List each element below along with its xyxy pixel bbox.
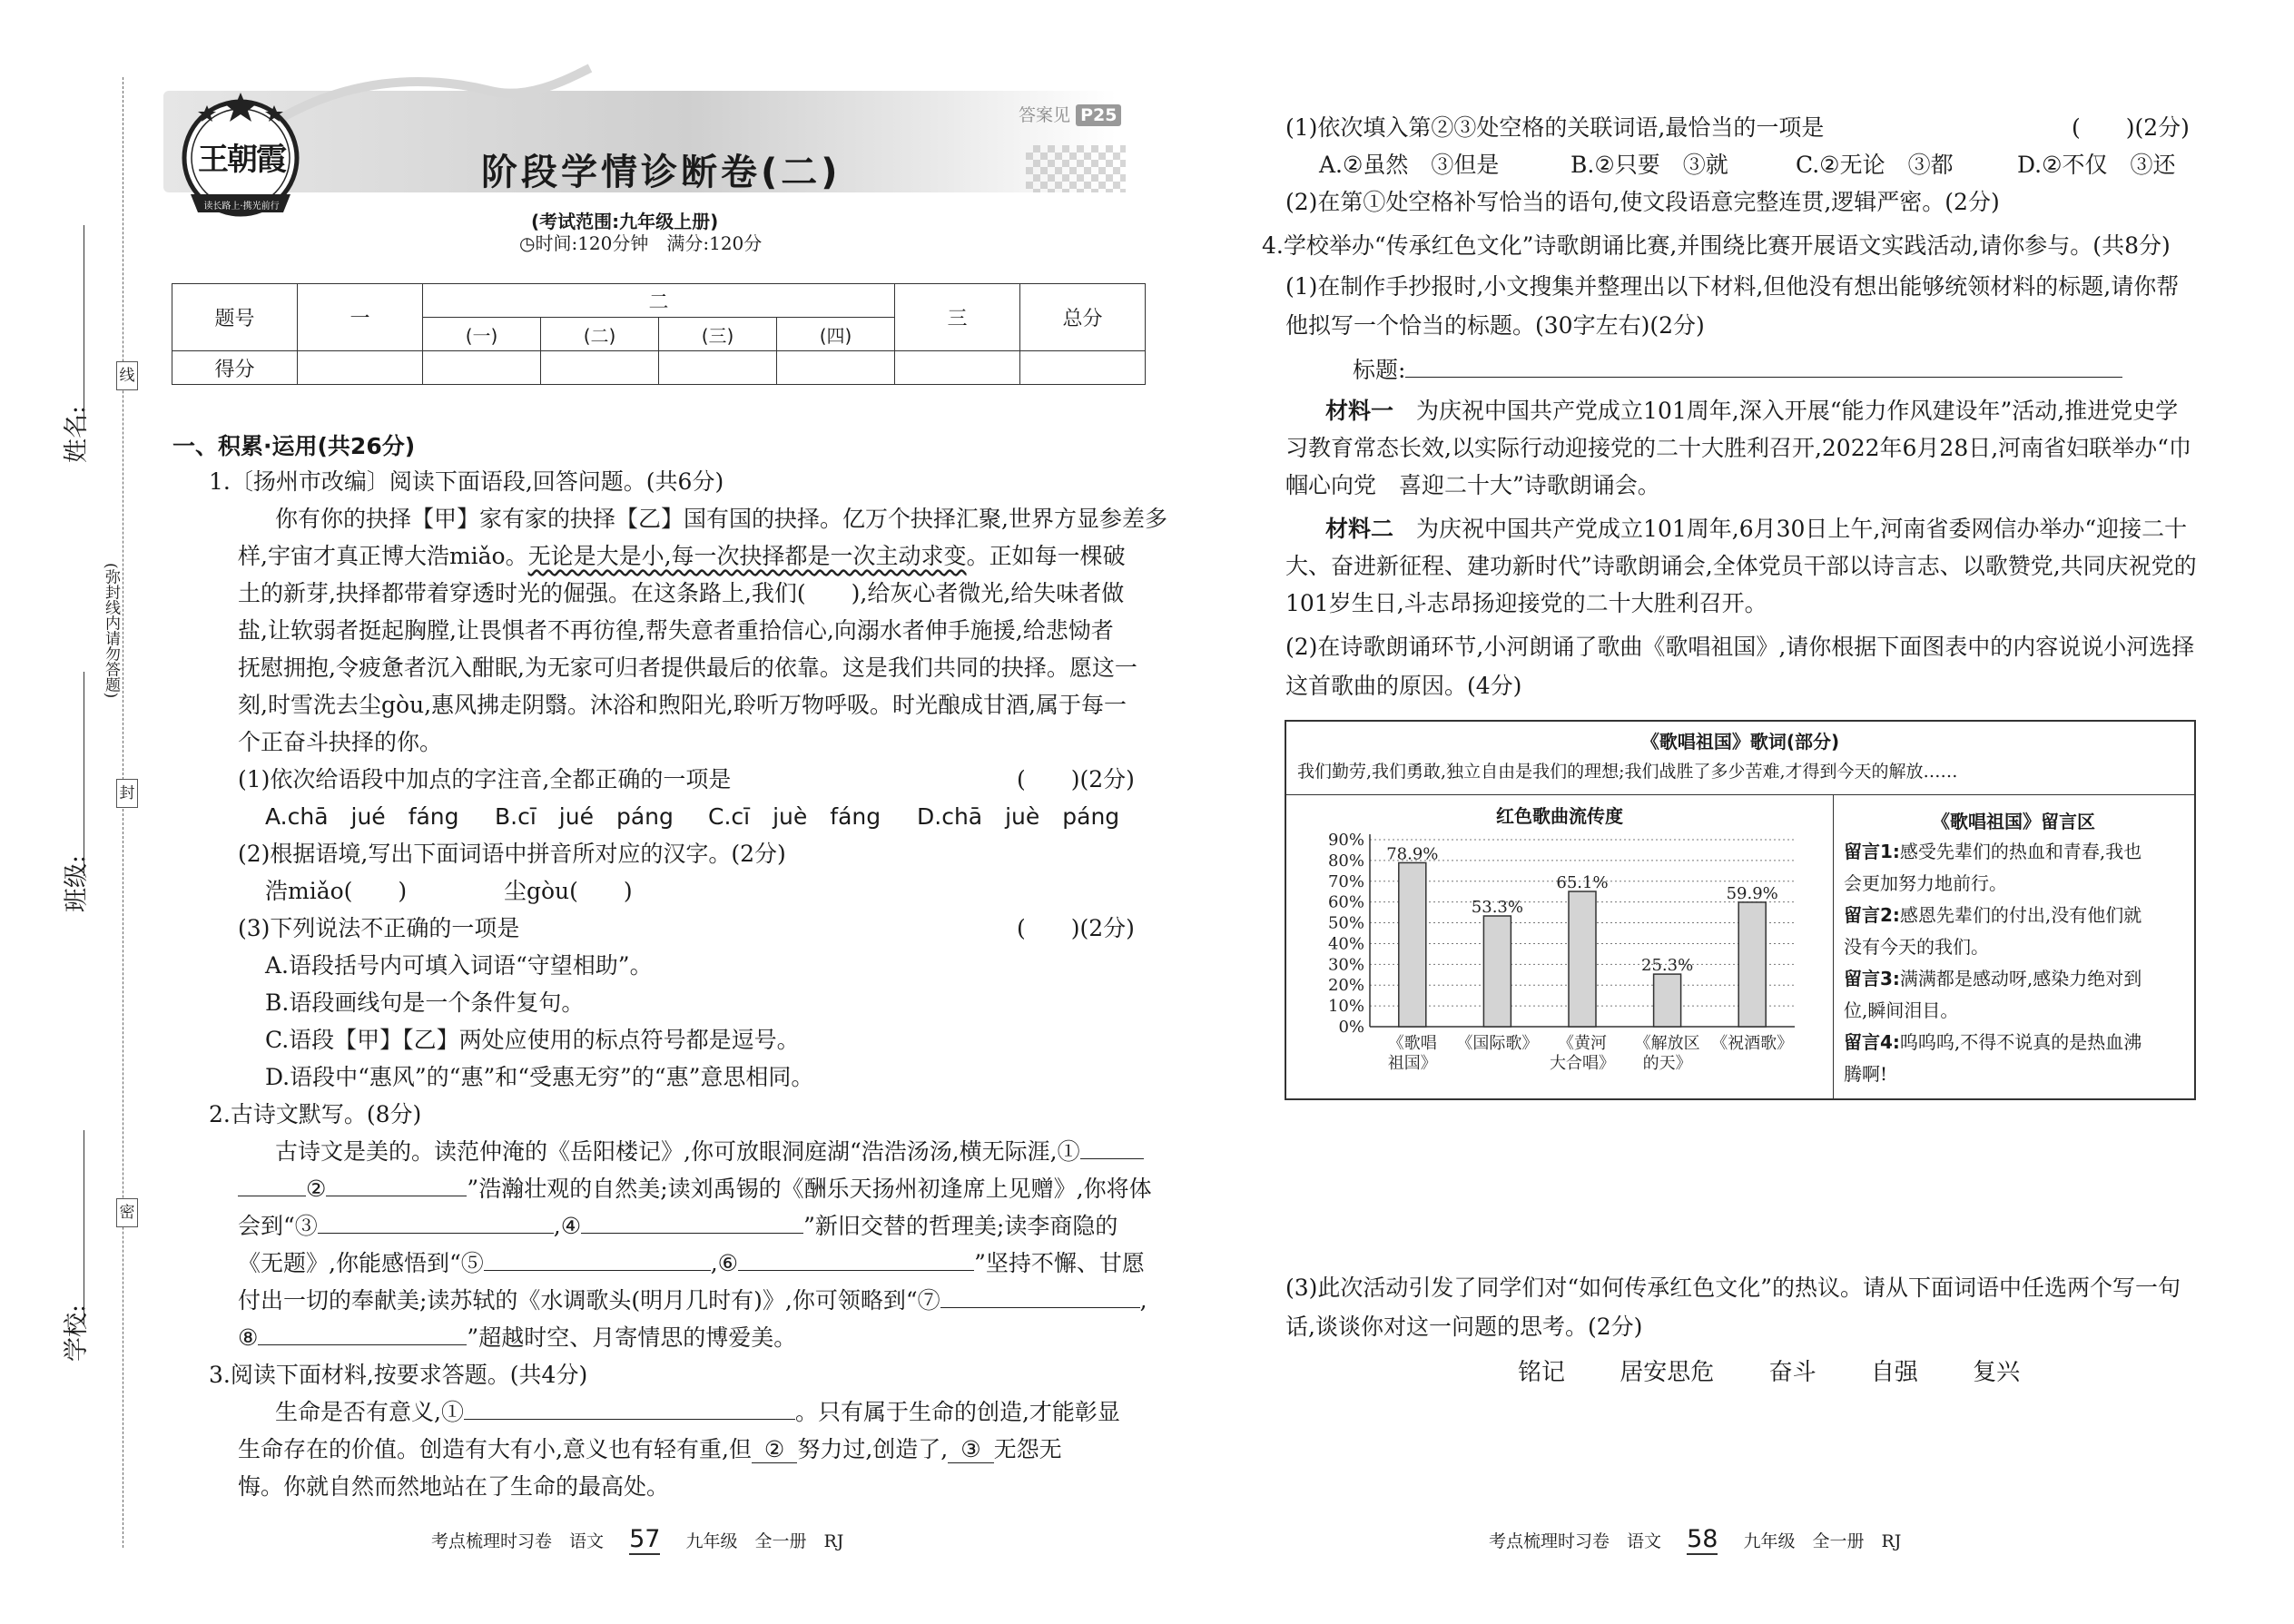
q3-sub1-option-b[interactable]: B.②只要 ③就 — [1570, 152, 1728, 178]
q2-line: 会到“③ ,④ ”新旧交替的哲理美;读李商隐的 — [238, 1207, 1117, 1245]
score-sub-2: (二) — [541, 318, 659, 351]
q3-sub1-answer[interactable]: ( )(2分) — [2072, 114, 2190, 141]
logo-name: 王朝霞 — [198, 142, 285, 178]
q1-sub1-option-d[interactable]: D.chā juè páng — [917, 803, 1120, 830]
word-option: 奋斗 — [1768, 1359, 1816, 1386]
footer-right — [1489, 1525, 1901, 1553]
q1-passage-line: 盐,让软弱者挺起胸膛,让畏惧者不再彷徨,帮失意者重拾信心,向溺水者伸手施援,给悲恸者 — [238, 617, 1114, 644]
blank-1[interactable] — [1080, 1133, 1144, 1159]
y-tick-label: 70% — [1327, 871, 1364, 891]
bar — [1738, 902, 1766, 1027]
y-tick-label: 80% — [1327, 851, 1364, 871]
clock-icon: ◷ — [519, 232, 536, 254]
q3-sub1-option-a[interactable]: A.②虽然 ③但是 — [1319, 152, 1500, 178]
q2-line: 古诗文是美的。读范仲淹的《岳阳楼记》,你可放眼洞庭湖“浩浩汤汤,横无际涯,① — [275, 1133, 1144, 1170]
data-label: 65.1% — [1556, 872, 1609, 892]
q3-blank-1[interactable] — [464, 1393, 795, 1420]
score-cell[interactable] — [541, 351, 659, 385]
q1-sub1-option-c[interactable]: C.cī juè fáng — [708, 803, 881, 830]
q1-sub1-option-a[interactable]: A.chā jué fáng — [265, 803, 459, 830]
q1-sub2-word-1[interactable]: 浩miǎo( ) — [265, 878, 408, 904]
material-1: 材料一 为庆祝中国共产党成立101周年,深入开展“能力作风建设年”活动,推进党史学 — [1325, 398, 2179, 424]
q1-sub3-answer[interactable]: ( )(2分) — [1017, 915, 1135, 941]
material-2: 材料二 为庆祝中国共产党成立101周年,6月30日上午,河南省委网信办举办“迎接二十 — [1325, 516, 2188, 542]
comment-2-cont: 没有今天的我们。 — [1844, 936, 1989, 958]
score-col-total: 总分 — [1020, 284, 1146, 351]
q1-heading — [209, 463, 724, 500]
footer-grade: 九年级 全一册 RJ — [685, 1531, 844, 1551]
q4-sub1: 他拟写一个恰当的标题。(30字左右)(2分) — [1285, 312, 1705, 339]
data-label: 59.9% — [1726, 883, 1778, 903]
q1-sub1-answer[interactable]: ( )(2分) — [1017, 766, 1135, 792]
chart-title: 红色歌曲流传度 — [1496, 805, 1623, 827]
blank-2[interactable] — [326, 1170, 467, 1196]
footer-left — [431, 1525, 843, 1553]
header-checker — [1026, 145, 1126, 192]
section-1-heading: 一、积累·运用(共26分) — [172, 433, 416, 459]
answer-ref-label: 答案见 — [1019, 105, 1071, 125]
score-col-1: 一 — [298, 284, 423, 351]
q1-sub3: (3)下列说法不正确的一项是 — [238, 915, 520, 941]
page-title: 阶段学情诊断卷(二) — [481, 152, 842, 193]
q1-passage-line: 刻,时雪洗去尘gòu,惠风拂走阴翳。沐浴和煦阳光,聆听万物呼吸。时光酿成甘酒,属于每一 — [238, 692, 1127, 718]
q3-blank-2[interactable]: ② — [752, 1436, 797, 1463]
bar — [1399, 862, 1426, 1027]
score-cell[interactable] — [423, 351, 541, 385]
score-cell[interactable] — [895, 351, 1020, 385]
title-label: 标题: — [1353, 357, 1406, 383]
comments-list — [1844, 836, 2189, 1090]
logo-slogan: 读长路上·携光前行 — [203, 202, 280, 212]
q4-sub2: (2)在诗歌朗诵环节,小河朗诵了歌曲《歌唱祖国》,请你根据下面图表中的内容说说小河选择 — [1285, 634, 2195, 660]
comment-1: 留言1:感受先辈们的热血和青春,我也 — [1844, 841, 2142, 862]
lyrics-title: 《歌唱祖国》歌词(部分) — [1640, 731, 1840, 753]
score-row-label: 得分 — [172, 351, 298, 385]
material-1-line: 习教育常态长效,以实际行动迎接党的二十大胜利召开,2022年6月28日,河南省妇联举办“巾 — [1285, 435, 2191, 461]
q1-sub3-option-a[interactable]: A.语段括号内可填入词语“守望相助”。 — [265, 952, 653, 979]
bar — [1654, 974, 1681, 1027]
y-tick-label: 20% — [1327, 976, 1364, 996]
y-tick-label: 0% — [1338, 1018, 1364, 1037]
q3-sub1-option-c[interactable]: C.②无论 ③都 — [1796, 152, 1954, 178]
underlined-sentence: 无论是大是小,每一次抉择都是一次主动求变 — [527, 543, 967, 569]
score-sub-3: (三) — [659, 318, 777, 351]
q1-passage-line: 个正奋斗抉择的你。 — [238, 729, 443, 755]
word-list — [1518, 1354, 2020, 1392]
q4-sub3: (3)此次活动引发了同学们对“如何传承红色文化”的热议。请从下面词语中任选两个写一句 — [1285, 1275, 2181, 1301]
footer-book: 考点梳理时习卷 语文 — [431, 1531, 605, 1551]
seal-notice: (弥封线内请勿答题) — [102, 563, 120, 699]
q3-sub1: (1)依次填入第②③处空格的关联词语,最恰当的一项是 — [1285, 114, 1825, 141]
score-cell[interactable] — [1020, 351, 1146, 385]
x-tick-label: 的天》 — [1642, 1054, 1692, 1073]
exam-scope: (考试范围:九年级上册) — [531, 211, 719, 232]
ribbon-decoration — [272, 64, 599, 145]
blank-8[interactable] — [258, 1319, 467, 1345]
q1-sub2-word-2[interactable]: 尘gòu( ) — [504, 878, 633, 904]
y-tick-label: 60% — [1327, 892, 1364, 912]
q2-line: 付出一切的奉献美;读苏轼的《水调歌头(明月几时有)》,你可领略到“⑦ , — [238, 1282, 1147, 1319]
blank-4[interactable] — [581, 1207, 803, 1234]
comment-3-cont: 位,瞬间泪目。 — [1844, 999, 1959, 1021]
comment-2: 留言2:感恩先辈们的付出,没有他们就 — [1844, 904, 2142, 926]
seal-label-feng: 封 — [116, 779, 138, 808]
school-label: 学校: — [63, 1304, 91, 1362]
blank-3[interactable] — [318, 1207, 554, 1234]
page-number: 58 — [1687, 1525, 1718, 1553]
answer-ref — [1019, 102, 1121, 126]
lyrics-text: 我们勤劳,我们勇敢,独立自由是我们的理想;我们战胜了多少苦难,才得到今天的解放…… — [1297, 762, 1958, 782]
q1-sub3-option-d[interactable]: D.语段中“惠风”的“惠”和“受惠无穷”的“惠”意思相同。 — [265, 1064, 814, 1090]
page-number: 57 — [629, 1525, 661, 1553]
footer-book: 考点梳理时习卷 语文 — [1489, 1531, 1662, 1551]
q4-sub3: 话,谈谈你对这一问题的思考。(2分) — [1285, 1314, 1643, 1340]
q3-line: 悔。你就自然而然地站在了生命的最高处。 — [238, 1473, 670, 1500]
q2-line: 《无题》,你能感悟到“⑤ ,⑥ ”坚持不懈、甘愿 — [238, 1245, 1145, 1282]
score-cell[interactable] — [298, 351, 423, 385]
score-cell[interactable] — [777, 351, 895, 385]
score-cell[interactable] — [659, 351, 777, 385]
material-1-label: 材料一 — [1325, 398, 1394, 424]
y-tick-label: 50% — [1327, 913, 1364, 933]
bar-chart — [1286, 829, 1833, 1097]
word-option: 居安思危 — [1620, 1359, 1715, 1386]
material-1-line: 帼心向党 喜迎二十大”诗歌朗诵会。 — [1285, 472, 1660, 498]
score-col-3: 三 — [895, 284, 1020, 351]
blank-1-cont[interactable] — [238, 1170, 306, 1196]
comment-4-cont: 腾啊! — [1844, 1063, 1888, 1085]
data-label: 78.9% — [1386, 844, 1439, 864]
y-tick-label: 40% — [1327, 934, 1364, 954]
x-tick-label: 《歌唱 — [1387, 1034, 1437, 1053]
material-2-label: 材料二 — [1325, 516, 1394, 542]
material-2-line: 大、奋进新征程、建功新时代”诗歌朗诵会,全体党员干部以诗言志、以歌赞党,共同庆祝党的 — [1285, 553, 2197, 579]
q3-sub1-option-d[interactable]: D.②不仅 ③还 — [2017, 152, 2176, 178]
name-label: 姓名: — [63, 405, 91, 463]
q1-passage-line: 样,宇宙才真正博大浩miǎo。无论是大是小,每一次抉择都是一次主动求变。正如每一棵破 — [238, 543, 1126, 569]
comment-4: 留言4:呜呜呜,不得不说真的是热血沸 — [1844, 1031, 2142, 1053]
title-field — [1353, 351, 2122, 389]
score-table — [172, 283, 1146, 385]
x-tick-label: 祖国》 — [1387, 1054, 1437, 1073]
score-col-2: 二 — [423, 284, 895, 318]
bar — [1569, 891, 1596, 1027]
class-label: 班级: — [63, 854, 91, 912]
comment-1-cont: 会更加努力地前行。 — [1844, 872, 2007, 894]
x-tick-label: 《解放区 — [1634, 1034, 1700, 1053]
q2-heading: 2.古诗文默写。(8分) — [209, 1101, 422, 1127]
score-sub-1: (一) — [423, 318, 541, 351]
q1-passage-line: 你有你的抉择【甲】家有家的抉择【乙】国有国的抉择。亿万个抉择汇聚,世界方显参差多 — [275, 506, 1167, 532]
q3-sub2: (2)在第①处空格补写恰当的语句,使文段语意完整连贯,逻辑严密。(2分) — [1285, 189, 2000, 215]
q1-passage-line: 抚慰拥抱,令疲惫者沉入酣眠,为无家可归者提供最后的依靠。这是我们共同的抉择。愿这一 — [238, 655, 1137, 681]
seal-label-xian: 线 — [116, 361, 138, 390]
q4-sub1: (1)在制作手抄报时,小文搜集并整理出以下材料,但他没有想出能够统领材料的标题,请你帮 — [1285, 273, 2180, 300]
q4-sub2: 这首歌曲的原因。(4分) — [1285, 673, 1522, 699]
answer-page-badge: P25 — [1076, 104, 1121, 126]
q1-sub3-option-b[interactable]: B.语段画线句是一个条件复句。 — [265, 989, 585, 1016]
title-input[interactable] — [1405, 351, 2122, 378]
blank-7[interactable] — [940, 1282, 1140, 1308]
q2-line: ⑧ ”超越时空、月寄情思的博爱美。 — [238, 1319, 796, 1356]
logo — [172, 87, 309, 223]
q3-blank-3[interactable]: ③ — [948, 1436, 993, 1463]
time-score: ◷时间:120分钟 满分:120分 — [519, 232, 763, 254]
bar — [1483, 916, 1511, 1027]
data-label: 53.3% — [1471, 898, 1523, 918]
x-tick-label: 《黄河 — [1558, 1034, 1607, 1053]
chart-divider-v — [1833, 794, 1834, 1098]
material-2-line: 101岁生日,斗志昂扬迎接党的二十大胜利召开。 — [1285, 590, 1767, 616]
q2-line: ② ”浩瀚壮观的自然美;读刘禹锡的《酬乐天扬州初逢席上见赠》,你将体 — [238, 1170, 1152, 1207]
comment-3: 留言3:满满都是感动呀,感染力绝对到 — [1844, 968, 2142, 989]
q3-heading: 3.阅读下面材料,按要求答题。(共4分) — [209, 1362, 588, 1388]
q1-sub1: (1)依次给语段中加点的字注音,全都正确的一项是 — [238, 766, 732, 792]
chart-divider-h — [1286, 794, 2194, 795]
x-tick-label: 《祝酒歌》 — [1711, 1034, 1794, 1053]
footer-grade: 九年级 全一册 RJ — [1743, 1531, 1902, 1551]
word-option: 铭记 — [1518, 1359, 1566, 1386]
y-tick-label: 90% — [1327, 831, 1364, 850]
x-tick-label: 《国际歌》 — [1456, 1034, 1539, 1053]
q3-line: 生命存在的价值。创造有大有小,意义也有轻有重,但 ② 努力过,创造了, ③ 无怨无 — [238, 1436, 1062, 1462]
q1-passage-line: 土的新芽,抉择都带着穿透时光的倔强。在这条路上,我们( ),给灰心者微光,给失味者做 — [238, 580, 1125, 606]
q1-sub2: (2)根据语境,写出下面词语中拼音所对应的汉字。(2分) — [238, 841, 786, 867]
word-option: 复兴 — [1973, 1359, 2021, 1386]
blank-5[interactable] — [484, 1245, 711, 1271]
word-option: 自强 — [1870, 1359, 1918, 1386]
chart-panel — [1285, 720, 2196, 1100]
q4-heading: 4.学校举办“传承红色文化”诗歌朗诵比赛,并围绕比赛开展语文实践活动,请你参与。(共8分) — [1262, 232, 2171, 259]
q1-heading-text: 1.〔扬州市改编〕阅读下面语段,回答问题。(共6分) — [209, 468, 724, 495]
score-sub-4: (四) — [777, 318, 895, 351]
x-tick-label: 大合唱》 — [1550, 1054, 1615, 1073]
q1-sub3-option-c[interactable]: C.语段【甲】【乙】两处应使用的标点符号都是逗号。 — [265, 1027, 800, 1053]
blank-6[interactable] — [738, 1245, 974, 1271]
score-col-header: 题号 — [172, 284, 298, 351]
q1-sub1-option-b[interactable]: B.cī jué páng — [495, 803, 674, 830]
y-tick-label: 30% — [1327, 955, 1364, 975]
q3-line: 生命是否有意义,① 。只有属于生命的创造,才能彰显 — [275, 1393, 1120, 1431]
comments-title: 《歌唱祖国》留言区 — [1932, 811, 2095, 832]
data-label: 25.3% — [1641, 956, 1694, 976]
y-tick-label: 10% — [1327, 997, 1364, 1017]
seal-label-mi: 密 — [116, 1198, 138, 1227]
